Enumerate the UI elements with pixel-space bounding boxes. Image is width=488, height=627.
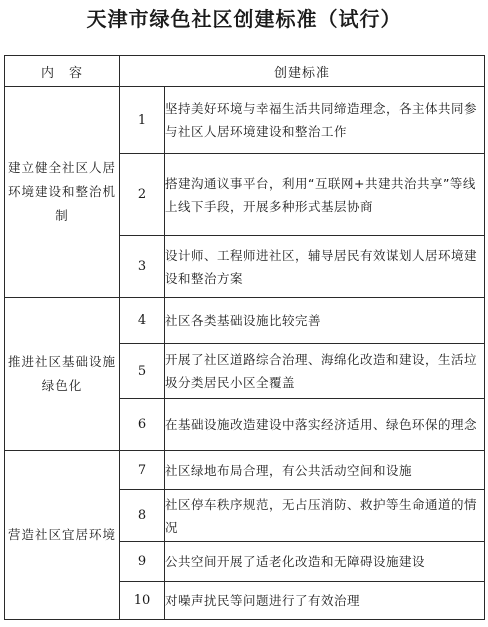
item-text: 社区停车秩序规范，无占压消防、救护等生命通道的情况 (165, 490, 485, 542)
item-number: 10 (120, 582, 165, 620)
standards-table (4, 55, 485, 620)
item-text: 公共空间开展了适老化改造和无障碍设施建设 (165, 542, 485, 582)
table-row (5, 451, 485, 490)
item-number: 8 (120, 490, 165, 542)
header-standard: 创建标准 (120, 56, 485, 87)
item-text: 社区绿地布局合理，有公共活动空间和设施 (165, 451, 485, 490)
item-text: 对噪声扰民等问题进行了有效治理 (165, 582, 485, 620)
item-number: 2 (120, 154, 165, 236)
item-number: 5 (120, 344, 165, 399)
item-text: 在基础设施改造建设中落实经济适用、绿色环保的理念 (165, 399, 485, 451)
document-title: 天津市绿色社区创建标准（试行） (86, 7, 402, 31)
table-header-row (5, 56, 485, 87)
item-number: 1 (120, 87, 165, 154)
table-row (5, 87, 485, 154)
item-number: 3 (120, 236, 165, 298)
item-number: 6 (120, 399, 165, 451)
item-text: 坚持美好环境与幸福生活共同缔造理念，各主体共同参与社区人居环境建设和整治工作 (165, 87, 485, 154)
item-number: 7 (120, 451, 165, 490)
category-cell: 营造社区宜居环境 (5, 451, 120, 620)
category-cell: 推进社区基础设施绿色化 (5, 298, 120, 451)
table-row (5, 298, 485, 344)
item-number: 9 (120, 542, 165, 582)
item-text: 开展了社区道路综合治理、海绵化改造和建设，生活垃圾分类居民小区全覆盖 (165, 344, 485, 399)
item-text: 设计师、工程师进社区，辅导居民有效谋划人居环境建设和整治方案 (165, 236, 485, 298)
header-content: 内 容 (5, 56, 120, 87)
category-cell: 建立健全社区人居环境建设和整治机制 (5, 87, 120, 298)
item-number: 4 (120, 298, 165, 344)
item-text: 搭建沟通议事平台，利用“互联网+共建共治共享”等线上线下手段，开展多种形式基层协商 (165, 154, 485, 236)
item-text: 社区各类基础设施比较完善 (165, 298, 485, 344)
